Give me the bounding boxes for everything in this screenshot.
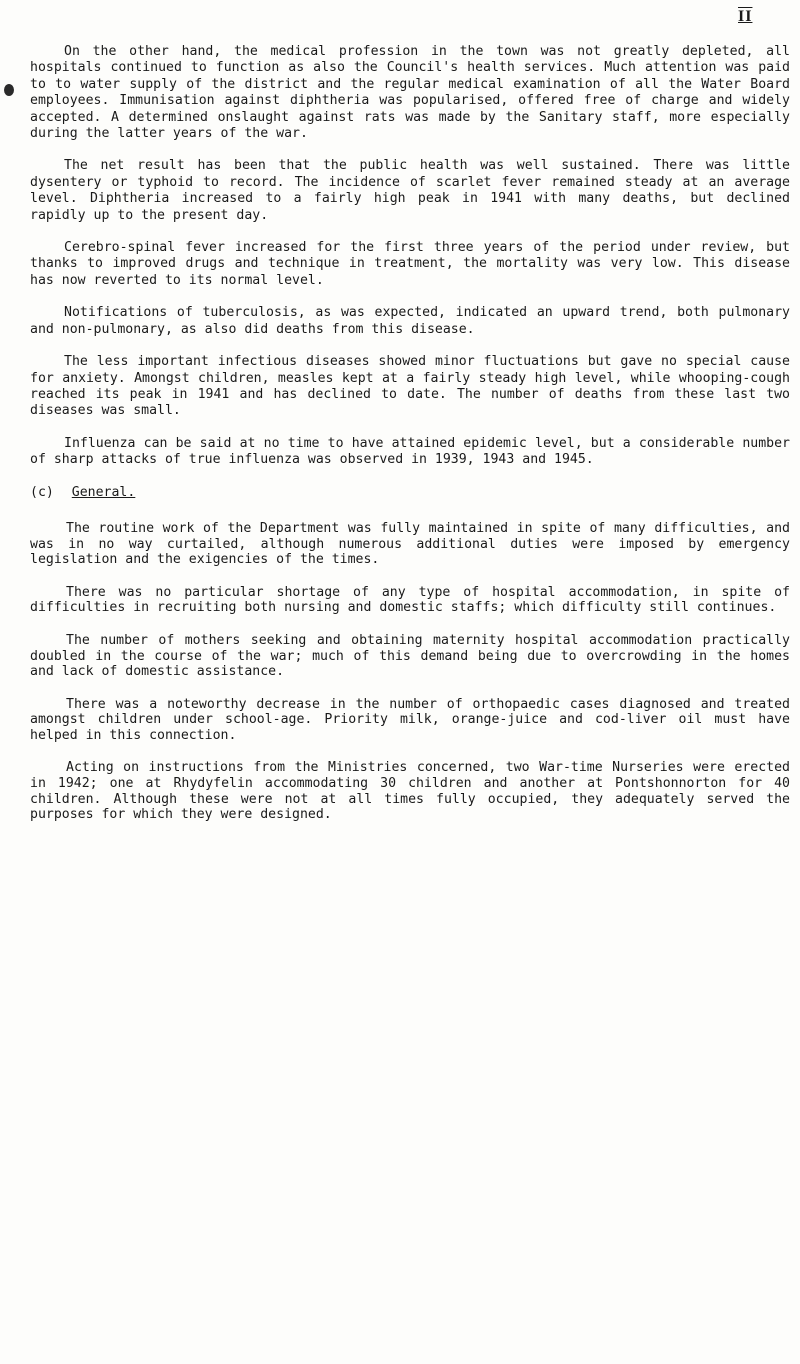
paragraph-infectious-diseases: The less important infectious diseases showed minor fluctuations but gave no special cause for anxiety. Amongst children, measles kept at a fairly steady high level, while whooping-cough reached its peak in 1941 and has declined to date. The number of deaths from these last two diseases was small. [30, 354, 790, 419]
punch-hole-mark [4, 84, 14, 96]
paragraph-tuberculosis: Notifications of tuberculosis, as was expected, indicated an upward trend, both pulmonary and non-pulmonary, as also did deaths from this disease. [30, 305, 790, 337]
section-label: (c) [30, 484, 54, 500]
paragraph-medical-profession: On the other hand, the medical profession in the town was not greatly depleted, all hospitals continued to function as also the Council's health services. Much attention was paid to to water supply of the district and the regular medical examination of all the Water Board employees. Immunisation against diphtheria was popularised, offered free of charge and widely accepted. A determined onslaught against rats was made by the Sanitary staff, more especially during the latter years of the war. [30, 44, 790, 142]
page-number: II [738, 8, 753, 25]
paragraph-routine-work: The routine work of the Department was fully maintained in spite of many difficulties, and was in no way curtailed, although numerous additional duties were imposed by emergency legislation and the exigencies of the times. [30, 520, 790, 568]
paragraph-war-time-nurseries: Acting on instructions from the Ministries concerned, two War-time Nurseries were erected in 1942; one at Rhydyfelin accommodating 30 children and another at Pontshonnorton for 40 children. Although these were not at all times fully occupied, they adequately served the purposes for which they were designed. [30, 760, 790, 823]
section-title: General. [71, 484, 136, 500]
paragraph-orthopaedic: There was a noteworthy decrease in the number of orthopaedic cases diagnosed and treated amongst children under school-age. Priority milk, orange-juice and cod-liver oil must have helped in this connection. [30, 696, 790, 743]
paragraph-cerebro-spinal-fever: Cerebro-spinal fever increased for the first three years of the period under review, but thanks to improved drugs and technique in treatment, the mortality was very low. This disease has now reverted to its normal level. [30, 240, 790, 288]
paragraph-maternity: The number of mothers seeking and obtaining maternity hospital accommodation practically doubled in the course of the war; much of this demand being due to overcrowding in the homes and lack of domestic assistance. [30, 632, 790, 680]
paragraph-hospital-accommodation: There was no particular shortage of any type of hospital accommodation, in spite of difficulties in recruiting both nursing and domestic staffs; which difficulty still continues. [30, 584, 790, 616]
paragraph-public-health: The net result has been that the public health was well sustained. There was little dysentery or typhoid to record. The incidence of scarlet fever remained steady at an average level. Diphtheria increased to a fairly high peak in 1941 with many deaths, but declined rapidly up to the present day. [30, 158, 790, 223]
paragraph-influenza: Influenza can be said at no time to have attained epidemic level, but a considerable number of sharp attacks of true influenza was observed in 1939, 1943 and 1945. [30, 435, 790, 468]
section-heading-general [30, 485, 790, 501]
body-text [30, 44, 790, 840]
